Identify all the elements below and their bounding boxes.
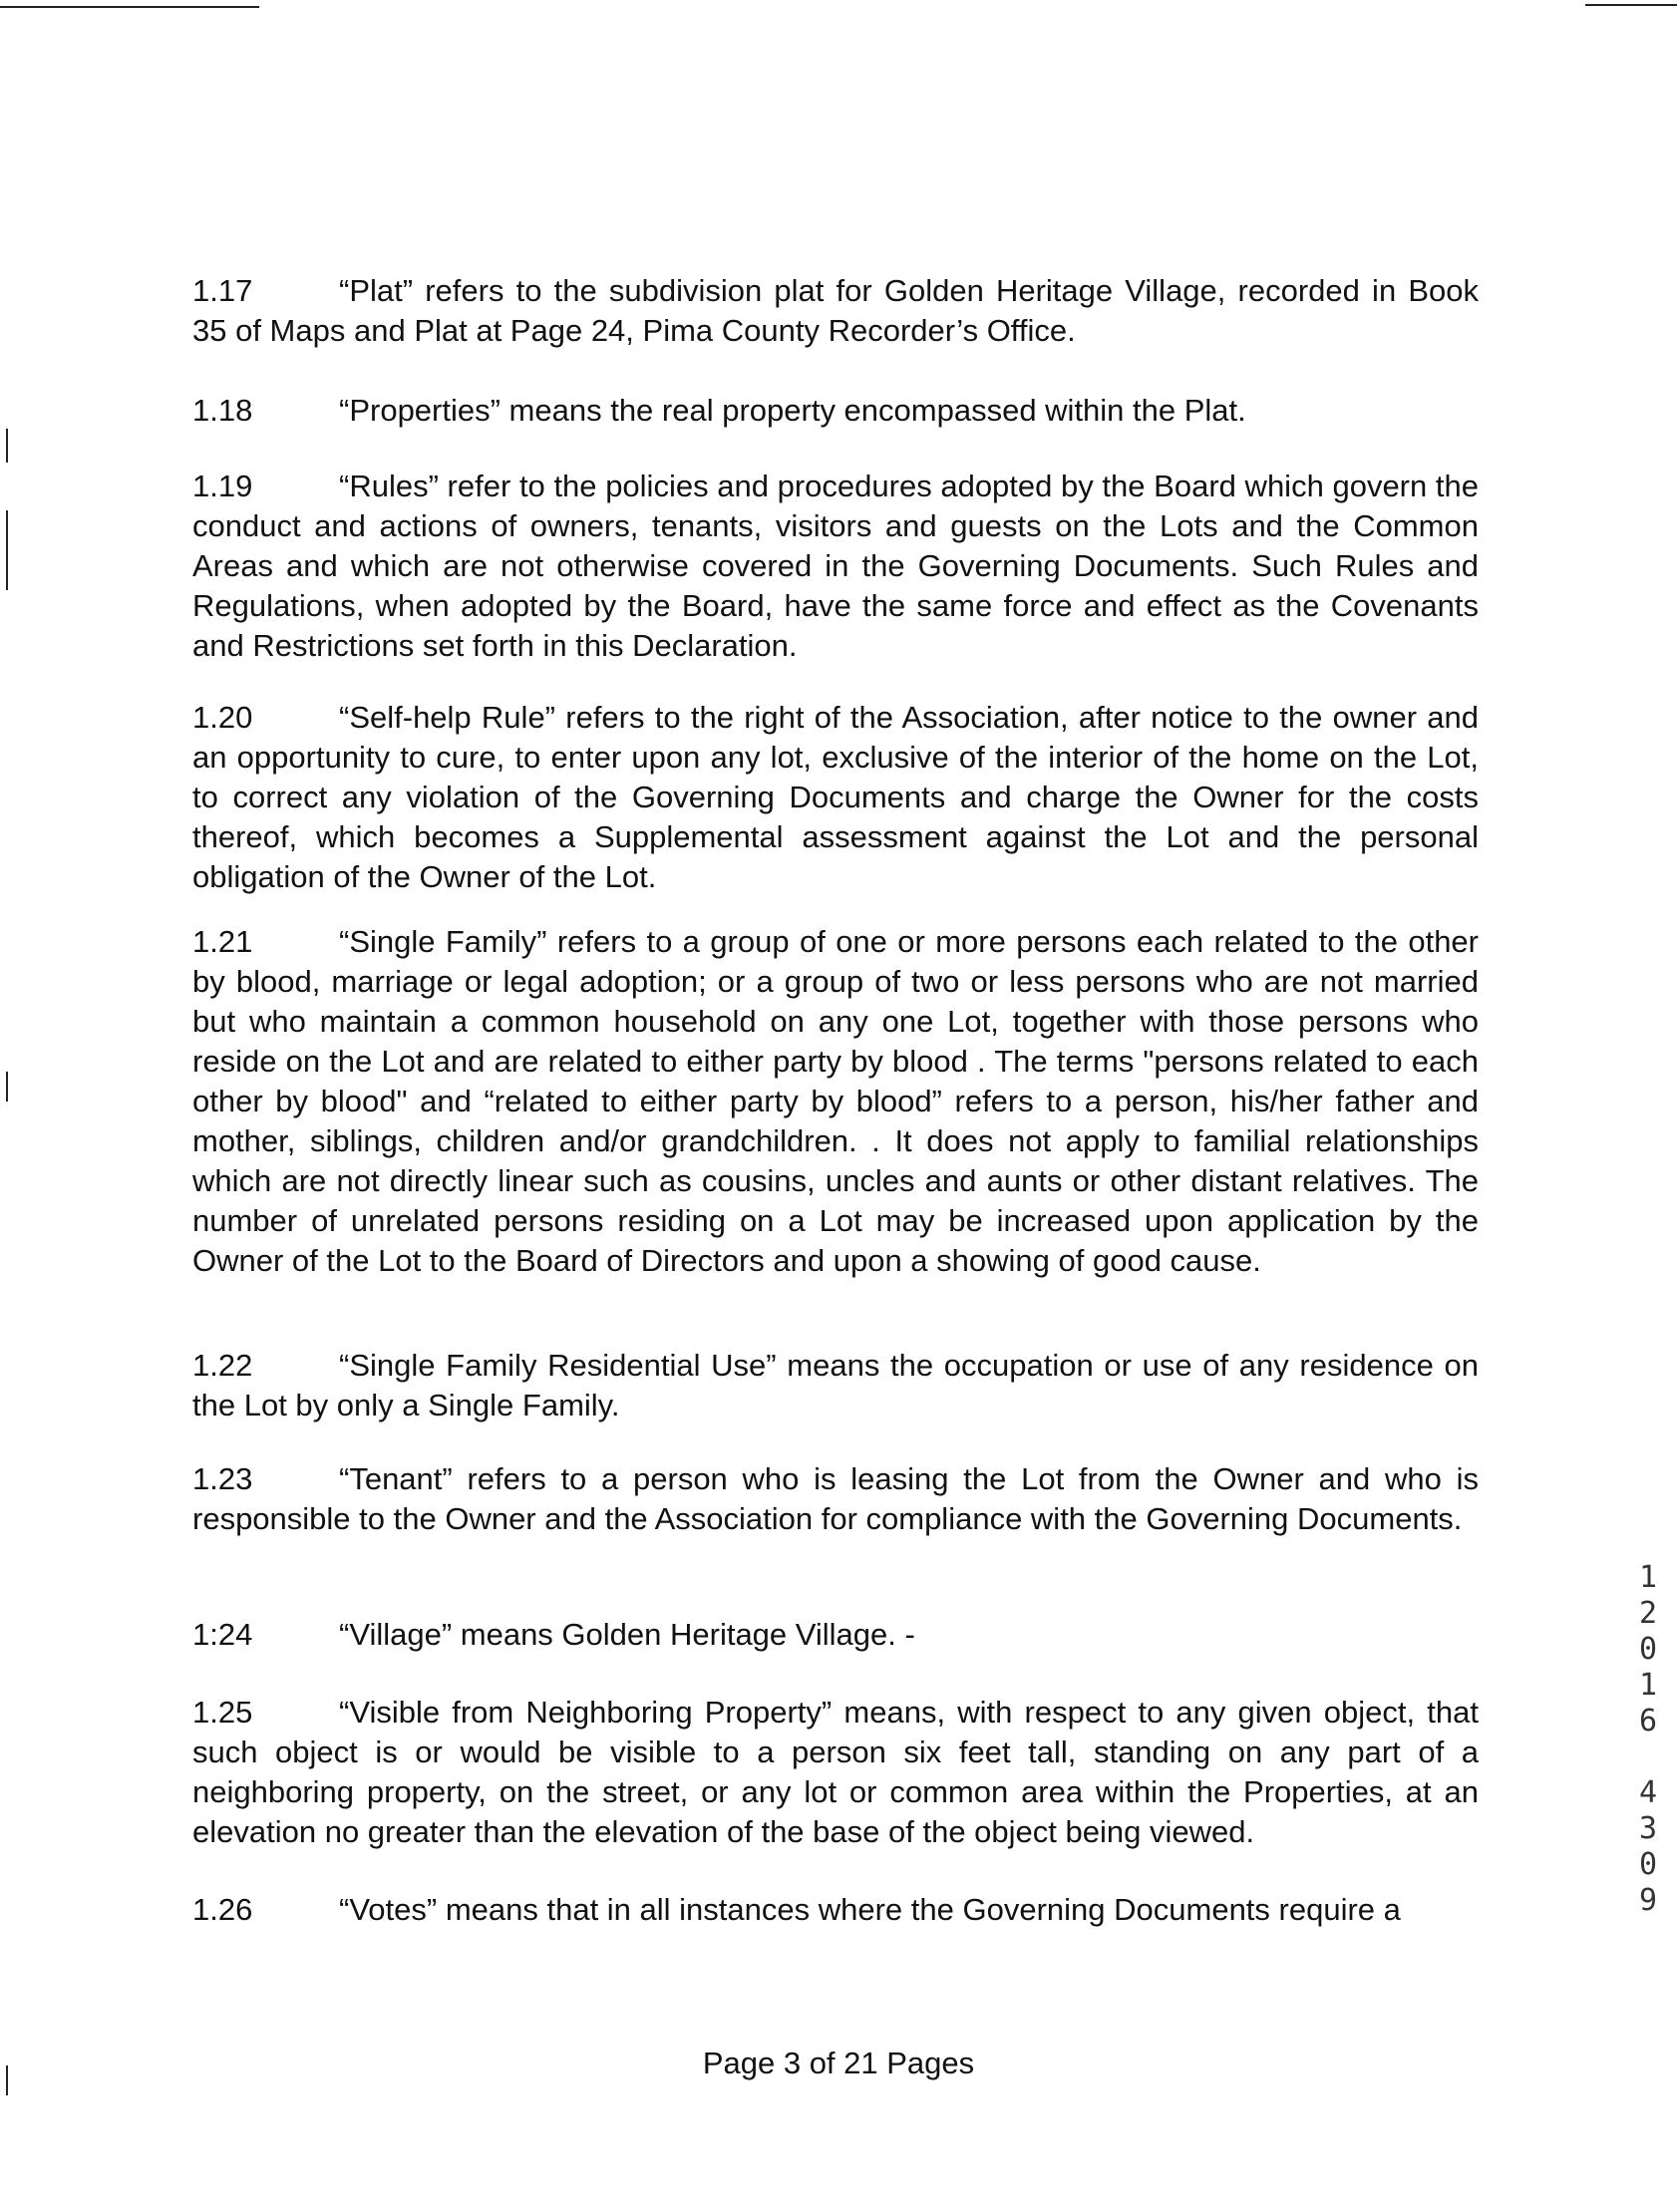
scan-mark-top	[0, 6, 259, 8]
section-number: 1.22	[192, 1348, 253, 1383]
section-number: 1.19	[192, 469, 253, 503]
section-text: “Tenant” refers to a person who is leasing the Lot from the Owner and who is responsible to the Owner and the Association for compliance with the Governing Documents.	[192, 1461, 1479, 1536]
section-number: 1.25	[192, 1695, 253, 1730]
scan-mark-left-3	[6, 1072, 8, 1102]
recording-digit: 1	[1638, 1560, 1658, 1595]
section-text: “Village” means Golden Heritage Village. -	[339, 1617, 915, 1652]
scan-mark-left-1	[6, 429, 8, 463]
definition-1-19	[192, 467, 1479, 666]
recording-number	[1630, 1560, 1666, 1919]
section-text: “Votes” means that in all instances where the Governing Documents require a	[339, 1892, 1401, 1927]
definition-1-21	[192, 922, 1479, 1281]
recording-digit: 9	[1638, 1883, 1658, 1918]
definition-1-22	[192, 1346, 1479, 1425]
recording-digit: 4	[1638, 1775, 1658, 1810]
definition-1-25	[192, 1693, 1479, 1852]
section-text: “Single Family” refers to a group of one or more persons each related to the other by blood, marriage or legal adoption; or a group of two or less persons who are not married but who maintain a common household on any one Lot, together with those persons who reside on the Lot and are related to either party by blood . The terms "persons related to each other by blood" and “related to either party by blood” refers to a person, his/her father and mother, siblings, children and/or grandchildren. . It does not apply to familial relationships which are not directly linear such as cousins, uncles and aunts or other distant relatives. The number of unrelated persons residing on a Lot may be increased upon application by the Owner of the Lot to the Board of Directors and upon a showing of good cause.	[192, 924, 1479, 1278]
section-text: “Visible from Neighboring Property” means, with respect to any given object, that such object is or would be visible to a person six feet tall, standing on any part of a neighboring property, on the street, or any lot or common area within the Properties, at an elevation no greater than the elevation of the base of the object being viewed.	[192, 1695, 1479, 1849]
definition-1-17	[192, 271, 1479, 351]
recording-digit: 2	[1638, 1596, 1658, 1631]
section-number: 1.21	[192, 924, 253, 959]
recording-digit: 0	[1638, 1632, 1658, 1667]
section-number: 1.26	[192, 1892, 253, 1927]
recording-digit: 3	[1638, 1811, 1658, 1846]
section-text: “Self-help Rule” refers to the right of the Association, after notice to the owner and an opportunity to cure, to enter upon any lot, exclusive of the interior of the home on the Lot, to correct any violation of the Governing Documents and charge the Owner for the costs thereof, which becomes a Supplemental assessment against the Lot and the personal obligation of the Owner of the Lot.	[192, 700, 1479, 894]
section-number: 1.20	[192, 700, 253, 735]
recording-digit: 0	[1638, 1847, 1658, 1882]
recording-digit: 6	[1638, 1704, 1658, 1738]
definition-1-26	[192, 1890, 1479, 1930]
definition-1-23	[192, 1459, 1479, 1539]
definition-1-24	[192, 1615, 1479, 1655]
section-text: “Properties” means the real property encompassed within the Plat.	[339, 393, 1246, 428]
section-text: “Rules” refer to the policies and procedures adopted by the Board which govern the conduct and actions of owners, tenants, visitors and guests on the Lots and the Common Areas and which are not otherwise covered in the Governing Documents. Such Rules and Regulations, when adopted by the Board, have the same force and effect as the Covenants and Restrictions set forth in this Declaration.	[192, 469, 1479, 663]
section-number: 1.18	[192, 393, 253, 428]
section-number: 1:24	[192, 1617, 253, 1652]
definition-1-18	[192, 391, 1479, 431]
scan-mark-left-2	[6, 510, 8, 590]
section-number: 1.23	[192, 1461, 253, 1496]
page-footer: Page 3 of 21 Pages	[702, 2046, 975, 2080]
section-text: “Single Family Residential Use” means the occupation or use of any residence on the Lot by only a Single Family.	[192, 1348, 1479, 1422]
definition-1-20	[192, 698, 1479, 897]
section-text: “Plat” refers to the subdivision plat for Golden Heritage Village, recorded in Book 35 of Maps and Plat at Page 24, Pima County Recorder’s Office.	[192, 273, 1479, 348]
section-number: 1.17	[192, 273, 253, 308]
recording-digit: 1	[1638, 1668, 1658, 1703]
scan-mark-top-right	[1585, 4, 1677, 6]
